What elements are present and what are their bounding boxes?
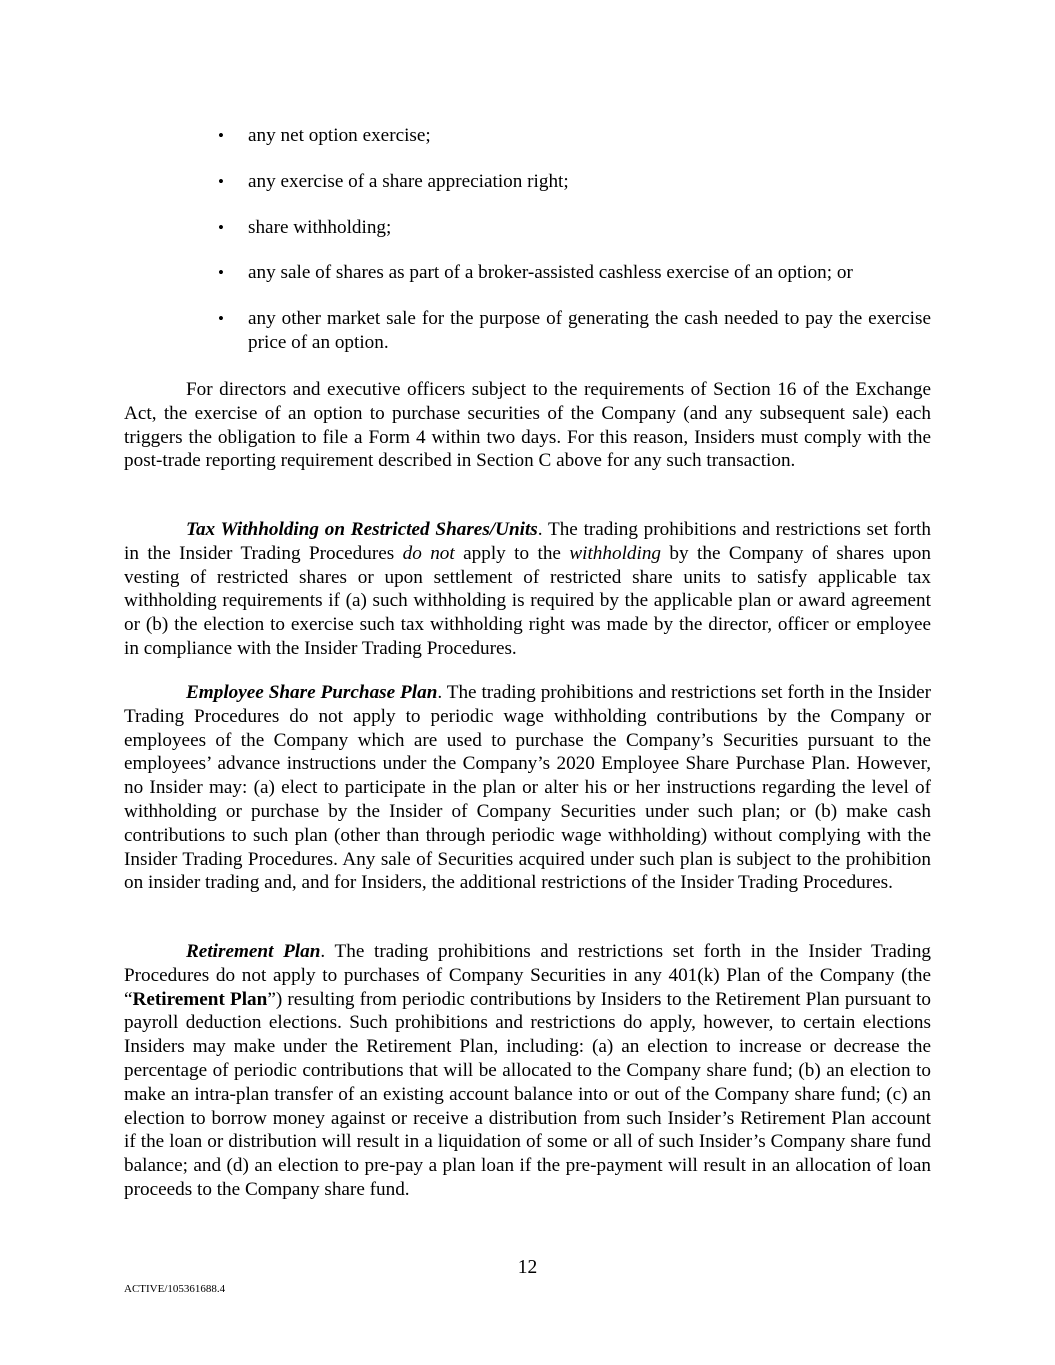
list-item-text: share withholding;	[248, 216, 392, 238]
tax-withholding-paragraph	[124, 518, 931, 661]
tax-withholding-text: . The trading prohibitions and restrictions set forth in the Insider Trading Procedures	[124, 519, 931, 564]
list-item-text: any sale of shares as part of a broker-assisted cashless exercise of an option; or	[248, 262, 853, 284]
list-item-text: any other market sale for the purpose of generating the cash needed to pay the exercise price of an option.	[248, 308, 931, 353]
list-item-text: any net option exercise;	[248, 125, 431, 146]
bullet-icon: •	[218, 217, 224, 237]
tax-withholding-text: apply to the	[454, 542, 570, 564]
retirement-plan-text: . The trading prohibitions and restrictions set forth in the Insider Trading Procedures do not apply to purchases of Company Securities in any 401(k) Plan of the Company (the “	[124, 941, 932, 1010]
tax-withholding-text: by the Company of shares upon vesting of restricted shares or upon settlement of restricted share units to satisfy applicable tax withholding requirements if (a) such withholding is required by the applicable plan or award agreement or (b) the election to exercise such tax withholding right was made by the director, officer or employee in compliance with the Insider Trading Procedures.	[124, 542, 931, 659]
retirement-plan-heading: Retirement Plan	[186, 941, 321, 962]
list-item	[0, 124, 931, 148]
bullet-icon: •	[218, 126, 224, 145]
employee-share-purchase-plan-paragraph	[124, 681, 931, 895]
list-item-text: any exercise of a share appreciation right;	[248, 170, 569, 192]
exercise-bullet-list	[0, 124, 1055, 377]
list-item	[0, 261, 931, 285]
emphasis-withholding: withholding	[569, 542, 662, 564]
espp-heading: Employee Share Purchase Plan	[186, 682, 438, 703]
emphasis-do-not: do not	[402, 542, 455, 564]
tax-withholding-heading: Tax Withholding on Restricted Shares/Units	[186, 519, 538, 540]
bullet-icon: •	[218, 171, 224, 191]
list-item	[0, 170, 931, 194]
espp-text: . The trading prohibitions and restrictions set forth in the Insider Trading Procedures do not apply to periodic wage withholding contributions by the Company or employees of the Company which are used to purchase the Company’s Securities pursuant to the employees’ advance instructions under the Company’s 2020 Employee Share Purchase Plan. However, no Insider may: (a) elect to participate in the plan or alter his or her instructions regarding the level of withholding or purchase by the Insider of Company Securities under such plan; or (b) make cash contributions to such plan (other than through periodic wage withholding) without complying with the Insider Trading Procedures. Any sale of Securities acquired under such plan is subject to the prohibition on insider trading and, and for Insiders, the additional restrictions of the Insider Trading Procedures.	[124, 682, 932, 894]
bullet-icon: •	[218, 263, 224, 283]
list-item	[0, 307, 931, 355]
retirement-plan-paragraph	[124, 940, 931, 1202]
page-number: 12	[517, 1257, 538, 1278]
retirement-plan-defined-term: Retirement Plan	[132, 988, 268, 1010]
document-id: ACTIVE/105361688.4	[124, 1283, 226, 1295]
bullet-icon: •	[218, 309, 224, 329]
section16-paragraph: For directors and executive officers subject to the requirements of Section 16 of the Exchange Act, the exercise of an option to purchase securities of the Company (and any subsequent sale) each triggers the obligation to file a Form 4 within two days. For this reason, Insiders must comply with the post-trade reporting requirement described in Section C above for any such transaction.	[124, 379, 931, 472]
retirement-plan-text: ”) resulting from periodic contributions by Insiders to the Retirement Plan pursuant to payroll deduction elections. Such prohibitions and restrictions do apply, however, to certain elections Insiders may make under the Retirement Plan, including: (a) an election to increase or decrease the percentage of periodic contributions that will be allocated to the Company share fund; (b) an election to make an intra-plan transfer of an existing account balance into or out of the Company share fund; (c) an election to borrow money against or receive a distribution from such Insider’s Retirement Plan account if the loan or distribution will result in a liquidation of some or all of such Insider’s Company share fund balance; and (d) an election to pre-pay a plan loan if the pre-payment will result in an allocation of loan proceeds to the Company share fund.	[124, 988, 932, 1200]
list-item	[0, 216, 931, 240]
